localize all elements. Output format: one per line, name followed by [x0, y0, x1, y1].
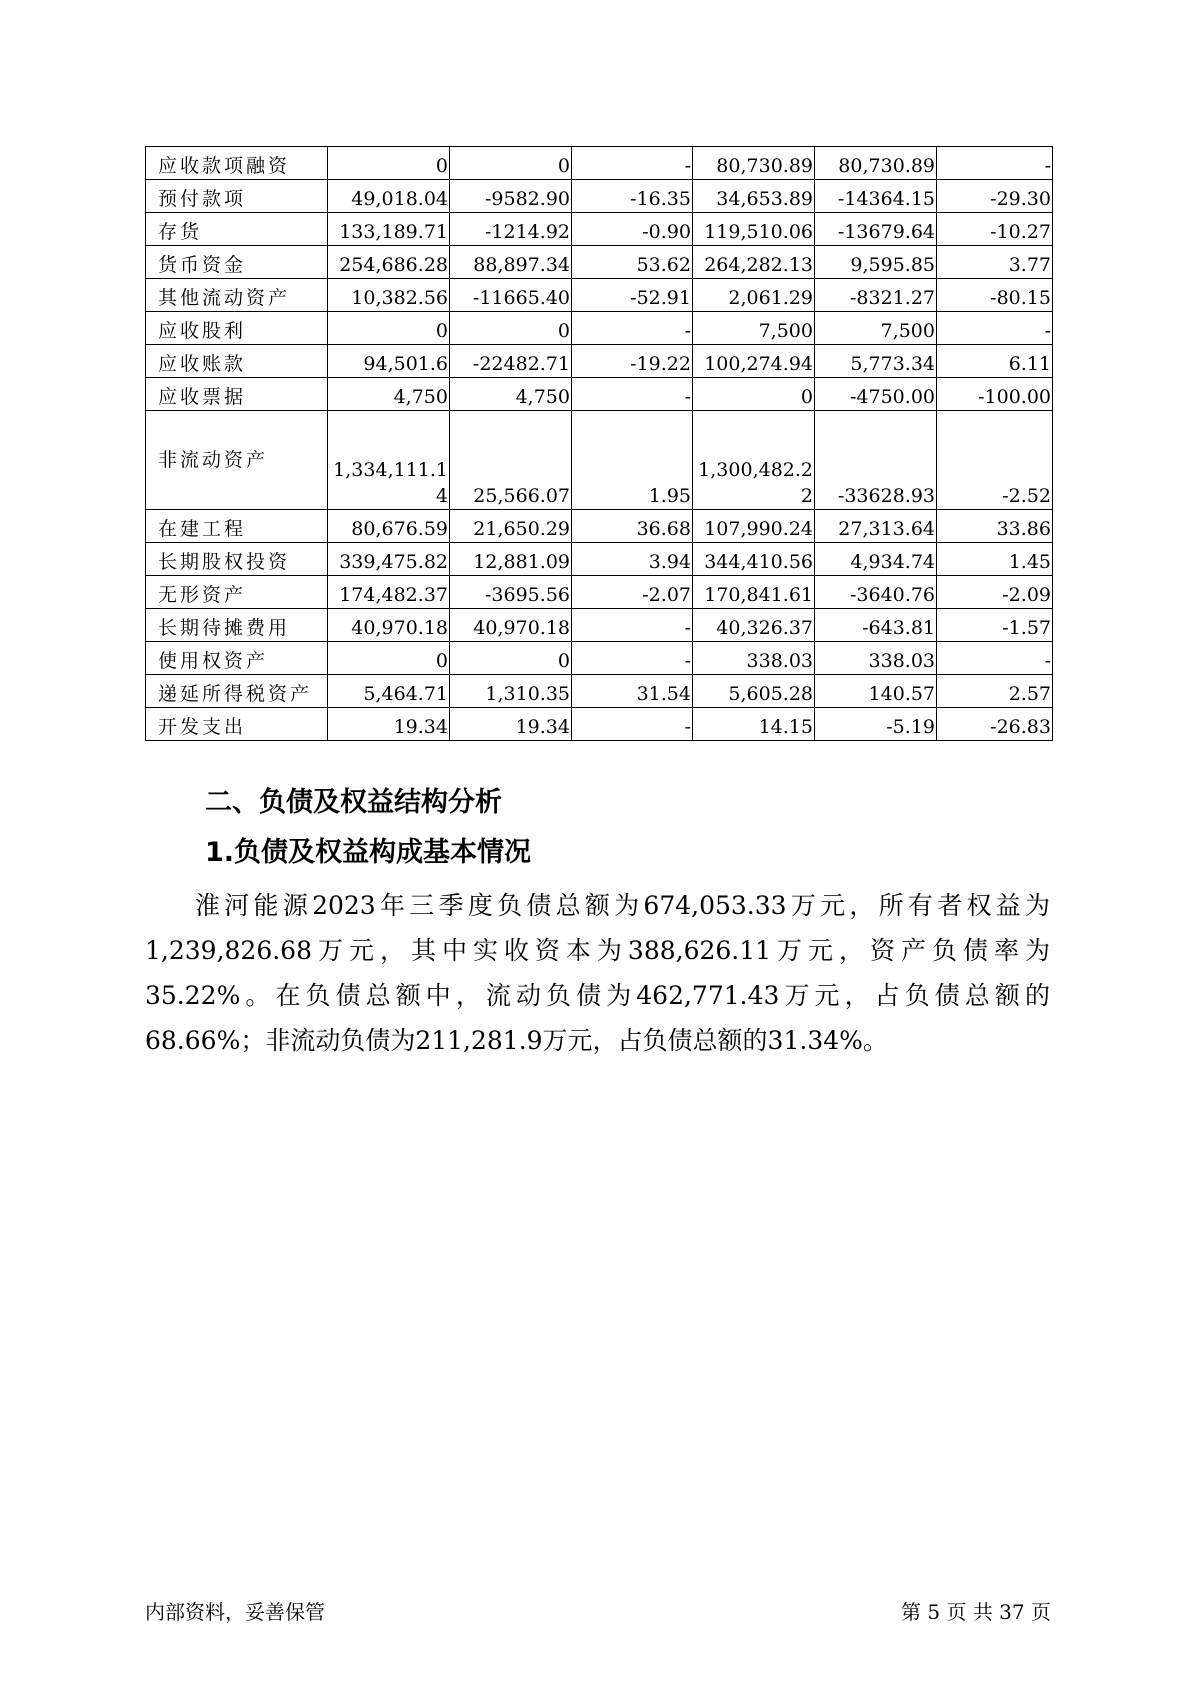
table-cell: 338.03 [693, 642, 815, 675]
table-cell: 14.15 [693, 708, 815, 741]
table-row [146, 180, 1053, 213]
table-row [146, 213, 1053, 246]
table-cell: 25,566.07 [450, 411, 572, 510]
table-row [146, 411, 1053, 510]
row-label: 无形资产 [146, 576, 328, 609]
table-cell: 0 [450, 312, 572, 345]
table-cell: 170,841.61 [693, 576, 815, 609]
table-cell: 5,773.34 [815, 345, 937, 378]
table-cell: 133,189.71 [328, 213, 450, 246]
table-cell: 40,326.37 [693, 609, 815, 642]
table-cell: 40,970.18 [328, 609, 450, 642]
table-cell: 12,881.09 [450, 543, 572, 576]
row-label: 非流动资产 [146, 411, 328, 510]
table-cell: - [572, 378, 693, 411]
table-cell: 6.11 [937, 345, 1053, 378]
table-cell: 5,605.28 [693, 675, 815, 708]
table-cell: -10.27 [937, 213, 1053, 246]
table-cell: -100.00 [937, 378, 1053, 411]
row-label: 开发支出 [146, 708, 328, 741]
table-cell: -11665.40 [450, 279, 572, 312]
table-cell: 0 [693, 378, 815, 411]
table-row [146, 708, 1053, 741]
table-cell: 3.94 [572, 543, 693, 576]
table-cell: -14364.15 [815, 180, 937, 213]
table-cell: -2.07 [572, 576, 693, 609]
table-cell: 0 [328, 147, 450, 180]
row-label: 长期待摊费用 [146, 609, 328, 642]
table-row [146, 576, 1053, 609]
row-label: 应收账款 [146, 345, 328, 378]
table-cell: 7,500 [693, 312, 815, 345]
table-cell: -9582.90 [450, 180, 572, 213]
table-cell: - [937, 312, 1053, 345]
table-cell: -3640.76 [815, 576, 937, 609]
table-cell: - [937, 147, 1053, 180]
table-row [146, 147, 1053, 180]
table-cell: 80,730.89 [693, 147, 815, 180]
table-cell: -26.83 [937, 708, 1053, 741]
table-row [146, 345, 1053, 378]
table-row [146, 609, 1053, 642]
table-row [146, 510, 1053, 543]
row-label: 其他流动资产 [146, 279, 328, 312]
table-cell: 34,653.89 [693, 180, 815, 213]
table-cell: 1.95 [572, 411, 693, 510]
table-cell: 2,061.29 [693, 279, 815, 312]
row-label: 应收股利 [146, 312, 328, 345]
table-cell: -1214.92 [450, 213, 572, 246]
table-cell: 2.57 [937, 675, 1053, 708]
table-cell: 49,018.04 [328, 180, 450, 213]
table-cell: -643.81 [815, 609, 937, 642]
row-label: 在建工程 [146, 510, 328, 543]
row-label: 递延所得税资产 [146, 675, 328, 708]
table-cell: -2.09 [937, 576, 1053, 609]
table-cell: 94,501.6 [328, 345, 450, 378]
table-cell: 107,990.24 [693, 510, 815, 543]
table-cell: 264,282.13 [693, 246, 815, 279]
table-cell: 119,510.06 [693, 213, 815, 246]
table-cell: 0 [450, 642, 572, 675]
table-cell: 5,464.71 [328, 675, 450, 708]
table-cell: 9,595.85 [815, 246, 937, 279]
table-cell: 1,310.35 [450, 675, 572, 708]
table-cell: 88,897.34 [450, 246, 572, 279]
table-row [146, 246, 1053, 279]
table-cell: 0 [450, 147, 572, 180]
table-cell: -16.35 [572, 180, 693, 213]
table-cell: -4750.00 [815, 378, 937, 411]
analysis-paragraph: 淮河能源2023年三季度负债总额为674,053.33万元，所有者权益为1,239,826.68万元，其中实收资本为388,626.11万元，资产负债率为35.22%。在负债总额中，流动负债为462,771.43万元，占负债总额的68.66%；非流动负债为211,281.9万元，占负债总额的31.34%。 [145, 891, 1050, 1055]
table-cell: -0.90 [572, 213, 693, 246]
row-label: 应收款项融资 [146, 147, 328, 180]
table-cell: -1.57 [937, 609, 1053, 642]
table-cell: -5.19 [815, 708, 937, 741]
row-label: 应收票据 [146, 378, 328, 411]
table-cell: 1,300,482.22 [693, 411, 815, 510]
table-cell: -33628.93 [815, 411, 937, 510]
row-label: 预付款项 [146, 180, 328, 213]
asset-change-table [145, 146, 1053, 741]
table-cell: 31.54 [572, 675, 693, 708]
table-cell: -19.22 [572, 345, 693, 378]
asset-table-container [145, 146, 1052, 741]
table-cell: 19.34 [450, 708, 572, 741]
table-cell: 174,482.37 [328, 576, 450, 609]
table-cell: 100,274.94 [693, 345, 815, 378]
table-row [146, 675, 1053, 708]
table-cell: 36.68 [572, 510, 693, 543]
table-cell: - [572, 609, 693, 642]
row-label: 存货 [146, 213, 328, 246]
table-cell: 140.57 [815, 675, 937, 708]
table-cell: 4,934.74 [815, 543, 937, 576]
row-label: 货币资金 [146, 246, 328, 279]
table-cell: 339,475.82 [328, 543, 450, 576]
row-label: 使用权资产 [146, 642, 328, 675]
row-label: 长期股权投资 [146, 543, 328, 576]
table-row [146, 543, 1053, 576]
table-cell: - [572, 708, 693, 741]
table-cell: 344,410.56 [693, 543, 815, 576]
table-cell: 3.77 [937, 246, 1053, 279]
table-cell: 53.62 [572, 246, 693, 279]
table-cell: - [572, 642, 693, 675]
table-cell: - [572, 147, 693, 180]
table-cell: 10,382.56 [328, 279, 450, 312]
table-cell: 19.34 [328, 708, 450, 741]
table-cell: 80,730.89 [815, 147, 937, 180]
table-cell: -3695.56 [450, 576, 572, 609]
table-cell: 7,500 [815, 312, 937, 345]
footer-page-number: 第 5 页 共 37 页 [901, 1600, 1051, 1624]
table-cell: 4,750 [328, 378, 450, 411]
table-cell: 21,650.29 [450, 510, 572, 543]
table-cell: 27,313.64 [815, 510, 937, 543]
section-heading: 二、负债及权益结构分析 [205, 787, 502, 818]
table-cell: 4,750 [450, 378, 572, 411]
footer-confidential-note: 内部资料，妥善保管 [145, 1600, 325, 1624]
table-cell: 1,334,111.14 [328, 411, 450, 510]
table-row [146, 312, 1053, 345]
table-cell: 0 [328, 642, 450, 675]
table-cell: 1.45 [937, 543, 1053, 576]
table-cell: 40,970.18 [450, 609, 572, 642]
table-row [146, 279, 1053, 312]
table-row [146, 378, 1053, 411]
table-cell: -22482.71 [450, 345, 572, 378]
table-cell: - [937, 642, 1053, 675]
table-cell: 33.86 [937, 510, 1053, 543]
table-cell: -8321.27 [815, 279, 937, 312]
table-cell: -80.15 [937, 279, 1053, 312]
table-cell: -29.30 [937, 180, 1053, 213]
table-cell: -52.91 [572, 279, 693, 312]
table-cell: - [572, 312, 693, 345]
table-cell: 0 [328, 312, 450, 345]
table-cell: 254,686.28 [328, 246, 450, 279]
subsection-heading: 1.负债及权益构成基本情况 [205, 837, 532, 868]
table-cell: 80,676.59 [328, 510, 450, 543]
table-body [146, 147, 1053, 741]
table-cell: -2.52 [937, 411, 1053, 510]
table-cell: -13679.64 [815, 213, 937, 246]
table-cell: 338.03 [815, 642, 937, 675]
table-row [146, 642, 1053, 675]
